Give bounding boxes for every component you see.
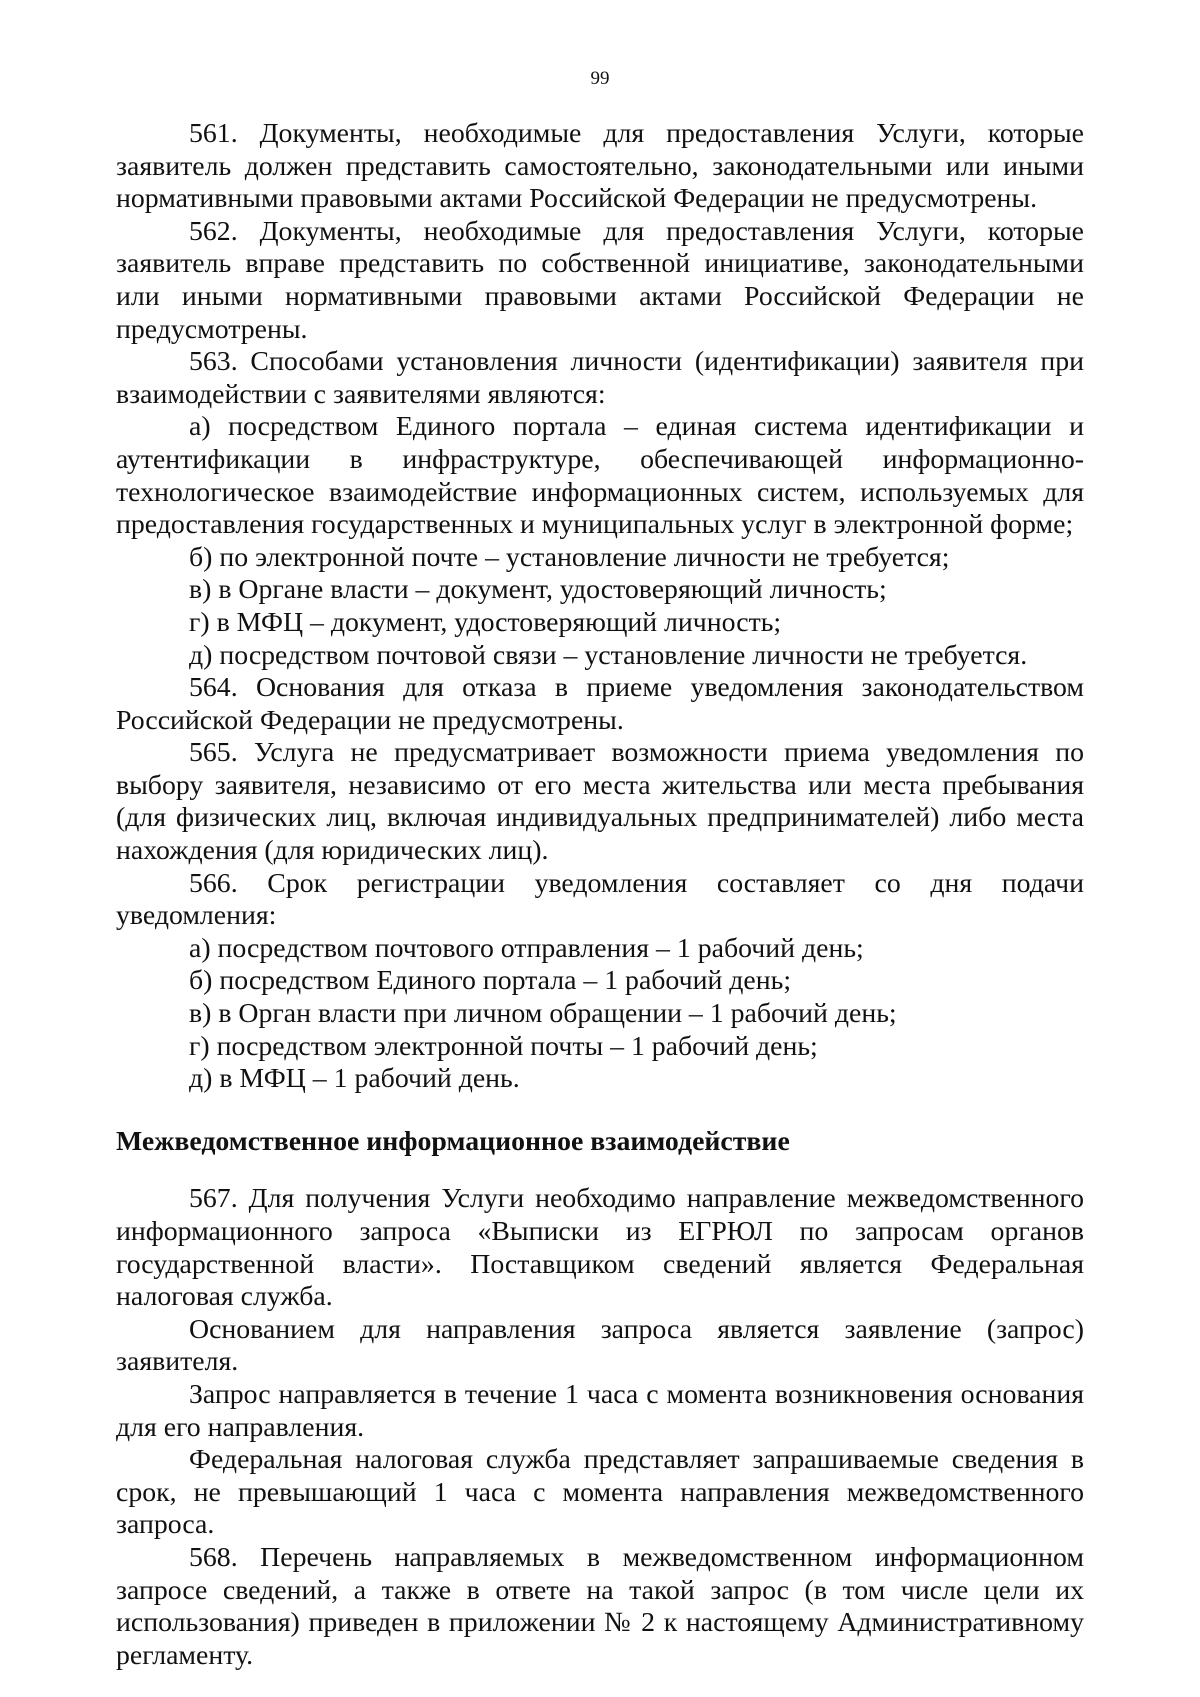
list-item-566-b: б) посредством Единого портала – 1 рабочий день;: [189, 965, 792, 997]
page-number: 99: [590, 68, 610, 89]
list-item-566-d: д) в МФЦ – 1 рабочий день.: [189, 1063, 520, 1095]
paragraph-563: 563. Способами установления личности (идентификации) заявителя при взаимодействии с заявителями являются:: [116, 346, 1084, 410]
paragraph-562: 562. Документы, необходимые для предоставления Услуги, которые заявитель вправе представить по собственной инициативе, законодательными или иными нормативными правовыми актами Российской Федерации не предусмотрены.: [116, 215, 1084, 345]
list-item-563-b: б) по электронной почте – установление личности не требуется;: [189, 541, 950, 573]
list-item-563-a: а) посредством Единого портала – единая система идентификации и аутентификации в инфраструктуре, обеспечивающей информационно-технологическое взаимодействие информационных систем, используемых для предоставления государственных и муниципальных услуг в электронной форме;: [116, 411, 1084, 541]
list-item-566-g: г) посредством электронной почты – 1 рабочий день;: [189, 1030, 818, 1062]
list-item-566-v: в) в Орган власти при личном обращении – 1 рабочий день;: [189, 998, 897, 1030]
section-heading: Межведомственное информационное взаимодействие: [116, 1125, 790, 1157]
document-body: [116, 118, 1084, 1672]
paragraph-565: 565. Услуга не предусматривает возможности приема уведомления по выбору заявителя, независимо от его места жительства или места пребывания (для физических лиц, включая индивидуальных предпринимателей) либо места нахождения (для юридических лиц).: [116, 737, 1084, 867]
paragraph-567-response: Федеральная налоговая служба представляет запрашиваемые сведения в срок, не превышающий 1 часа с момента направления межведомственного запроса.: [116, 1444, 1084, 1541]
paragraph-567-basis: Основанием для направления запроса является заявление (запрос) заявителя.: [116, 1313, 1084, 1378]
paragraph-567-timing: Запрос направляется в течение 1 часа с момента возникновения основания для его направления.: [116, 1378, 1084, 1443]
paragraph-564: 564. Основания для отказа в приеме уведомления законодательством Российской Федерации не предусмотрены.: [116, 672, 1084, 736]
paragraph-561: 561. Документы, необходимые для предоставления Услуги, которые заявитель должен представить самостоятельно, законодательными или иными нормативными правовыми актами Российской Федерации не предусмотрены.: [116, 118, 1084, 215]
paragraph-566: 566. Срок регистрации уведомления составляет со дня подачи уведомления:: [116, 867, 1084, 932]
list-item-563-v: в) в Органе власти – документ, удостоверяющий личность;: [189, 574, 887, 606]
paragraph-568: 568. Перечень направляемых в межведомственном информационном запросе сведений, а также в ответе на такой запрос (в том числе цели их использования) приведен в приложении № 2 к настоящему Административному регламенту.: [116, 1541, 1084, 1671]
list-item-563-g: г) в МФЦ – документ, удостоверяющий личность;: [189, 606, 782, 638]
paragraph-567: 567. Для получения Услуги необходимо направление межведомственного информационного запроса «Выписки из ЕГРЮЛ по запросам органов государственной власти». Поставщиком сведений является Федеральная налоговая служба.: [116, 1183, 1084, 1313]
list-item-566-a: а) посредством почтового отправления – 1 рабочий день;: [189, 932, 864, 964]
list-item-563-d: д) посредством почтовой связи – установление личности не требуется.: [189, 639, 1028, 671]
